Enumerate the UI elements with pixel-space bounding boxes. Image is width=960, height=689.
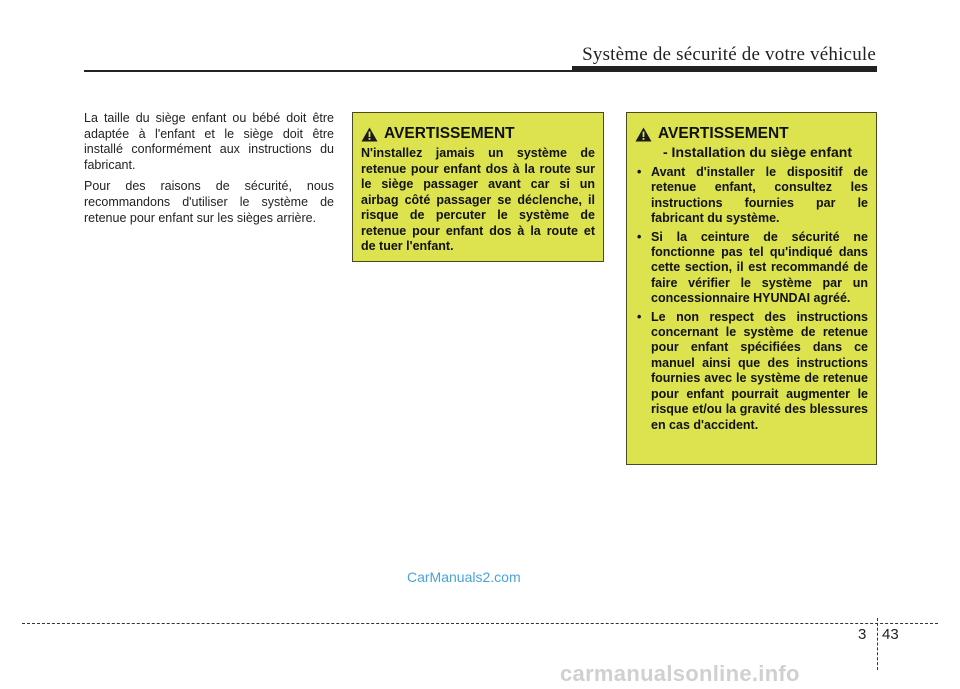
warning-triangle-icon — [635, 127, 652, 142]
footer-rule — [22, 623, 938, 624]
page-header-title: Système de sécurité de votre véhicule — [582, 44, 876, 65]
page-number: 43 — [882, 626, 899, 643]
warning-text: N'installez jamais un système de retenue pour enfant dos à la route sur le siège passager avant car si un airbag côté passager se déclenche, il risque de percuter le système de retenue pour enfant dos à la route et de tuer l'enfant. — [361, 146, 595, 253]
footer-divider — [877, 618, 878, 670]
chapter-number: 3 — [858, 626, 867, 643]
warning-title: AVERTISSEMENT — [384, 125, 515, 142]
intro-paragraph-1: La taille du siège enfant ou bébé doit être adaptée à l'enfant et le siège doit être installé conformément aux instructions du fabricant. — [84, 111, 334, 172]
watermark-footer: carmanualsonline.info — [560, 661, 800, 686]
intro-text — [84, 111, 334, 232]
warning-header — [361, 125, 595, 143]
watermark-link[interactable]: CarManuals2.com — [407, 569, 521, 585]
header-rule — [84, 70, 584, 72]
header-rule-accent — [572, 66, 877, 72]
warning-box-installation — [626, 112, 877, 465]
warning-bullet: • Le non respect des instructions concernant le système de retenue pour enfant spécifiées dans ce manuel ainsi que des instructions fournies avec le système de retenue pour enfant pourrait augmenter le risque et/ou la gravité des blessures en cas d'accident. — [635, 310, 868, 433]
warning-bullet: • Si la ceinture de sécurité ne fonctionne pas tel qu'indiqué dans cette section, il est recommandé de faire vérifier le système par un concessionnaire HYUNDAI agréé. — [635, 230, 868, 307]
intro-paragraph-2: Pour des raisons de sécurité, nous recommandons d'utiliser le système de retenue pour enfant sur les sièges arrière. — [84, 179, 334, 225]
warning-triangle-icon — [361, 127, 378, 142]
warning-box-airbag — [352, 112, 604, 262]
warning-subtitle: - Installation du siège enfant — [663, 144, 853, 160]
warning-title: AVERTISSEMENT — [658, 125, 789, 142]
warning-bullet: • Avant d'installer le dispositif de retenue enfant, consultez les instructions fournies par le fabricant du système. — [635, 165, 868, 227]
warning-header — [635, 125, 868, 143]
warning-bullet-list — [635, 165, 868, 433]
